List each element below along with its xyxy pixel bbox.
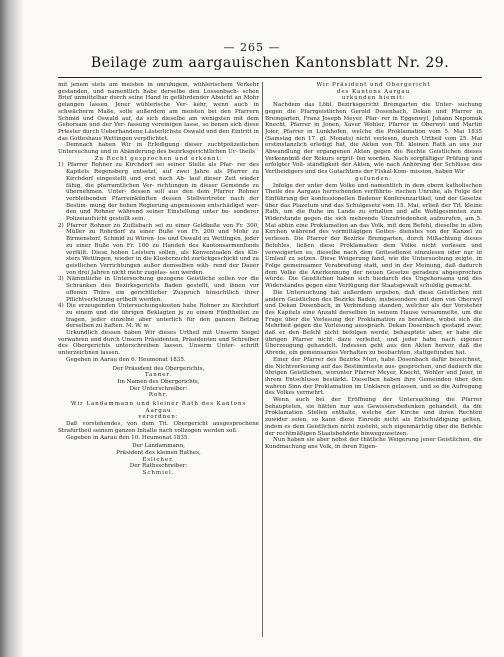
- court-heading: urkunden hiemit:: [341, 95, 406, 102]
- found-heading: gefunden:: [355, 175, 392, 182]
- verdict-item: 1) Pfarrer Rohner zu Kirchdorf sei seiner Stelle als Pfar- rer des Kapitels Regensberg entsetzt, auf zwei Jahre als Pfarrer zu Kirchdorf eingestellt und erst nach Ab- lauf dieser Zeit wieder fähig, die pfarramtlichen Ver- richtungen in dieser Gemeinde zu übernehmen. Unter- dessen soll aus den dem Pfarrer Rohner verbleibenden Pfarreinkünften dessen Stellvertreter nach der Bestim- mung der hohen Regierung angemessen entschädiget wer- den und Rohner während seiner Einstellung unter be- sonderer Polizeiaufsicht gestellt sein.: [58, 162, 259, 223]
- right-column: [265, 82, 482, 642]
- signature-line: Der Unterschreiber:: [129, 385, 188, 392]
- closing-paragraph: Urkundlich dessen haben Wir dieses Urtheil mit Unserm Siegel verwahren und durch Unsern Präsidenten, Präsidenten und Schreiber des Obergerichts unterschreiben lassen. Unserm Unter- schrift unterzeichnen lassen.: [58, 330, 259, 357]
- court-heading: Wir Präsident und Obergericht: [316, 82, 431, 88]
- date-line: Gegeben in Aarau den 6. Heumonat 1835.: [66, 356, 186, 363]
- header-rule: [58, 77, 482, 78]
- paragraph: Infolge der unter dem Volke und namentlich in dem obern katholischen Theile des Aargaus herrschenden verführte- rischen Unruhe, als Folge der Einführung der konfessionellen Badener Konferenzartikel, und der Gesetze über das Plazetum und das Schulgesetz vom 15. Mai, erließ der Tit. kleine Rath, um die Ruhe im Lande zu erhalten und alle Wohlgesinnten zum Widerstande gegen die sich mehrende Unzufriedenheit aufzurufen, am 5. Mai abhin eine Proklamation an das Volk, mit dem Befehl, dieselbe in allen Kirchen während des vormittägigen Gottes- dienstes von der Kanzel zu verlesen. Die Pfarrer der Bezirke Bremgarten, durch Mißachtung dieses Befehles, ließen diese Proklamation dem Volke nicht vorlesen und verweigerten es, dieselbe nach dem Gottesdienst einzulesen oder nur in Umlauf zu setzen. Diese Weigerung fand, wie die Untersuchung zeigte, in Folge gemeinsamer Verabredung statt, und in der Meinung, daß dadurch dem Volke die Anerkennung der neuen Gesetze geradezu abgesprochen würde. Die Geistlichen haben sich hiedurch des Ungehorsams und des Widerstandes gegen eine Verfügung der Staatsgewalt schuldig gemacht.: [265, 182, 482, 290]
- date-line: Gegeben in Aarau den 10. Heumonat 1835.: [66, 434, 190, 441]
- paragraph: Nachdem das Löbl. Bezirksgericht Bremgarten die Unter- suchung gegen die Pfarrgeistlichen Gerold Dosenbach, Dekan und Pfarrer in Bremgarten, Franz Joseph Meyer, Pfar- rer in Eggenwyl, Johann Nepomuk Knecht, Pfarrer in Jonen, Xaver Wohler, Pfarrer in Oberwyl und Martin Joier, Pfarrer in Lunkhofen, welche die Proklamation vom 5. Mai 1835 (Samstag den 17. gl. Monats) nicht verlesen, durch Urtheil vom 25. Mai erstinstanzlich erledigt hat, die Akten von Tit. kleinen Rath an uns zur Abwandlung der ergangenen Akten gegen die Rechte Geistlichen dieses Verkenntniß der Rekurs ergrif- fen worden. Nach sorgfältiger Prüfung und erfolgter Voll- ständigkeit der Akten, wie nach Anhörung der Schlüsse des Vertheidigers und des Gutachtens der Fiskal-Kom- mission, haben Wir: [265, 102, 482, 176]
- page-title: Beilage zum aargauischen Kantonsblatt Nr. 29.: [90, 55, 450, 71]
- paragraph: mit jenem stets am meisten in unruhigem, wühlerischem Verkehr gestanden, und namentlich habe derselbe den Lossenbach- schen Brief unmittelbar durch seine Hand in gefährdender Absicht an Mohr gelangen lassen. Jener wühlerische Ver- kehr, wenn auch in schwächerm Maße, solle außerdem am meisten bei den Pfarrern Schmid und Oswald auf, da sich dieselbe am wenigsten mit dem Gehorsam und der Ver- fassung vereinigen lasse, so benen sich diese Priester durch Ueberhandene Lästerlichste Oswald und den Eintritt in das Gotteshaus Wettingen verpflichtet.: [58, 82, 259, 142]
- council-subheading: verordnen:: [138, 414, 179, 421]
- signature-name: Tanner.: [144, 372, 173, 379]
- paragraph: Wenn auch bei der Eröffnung der Untersuchung die Pfarrer behaupteten, sie hätten nur aus Gewissensbedenken gehandelt, da die Proklamation Stellen enthalte, welche der Kirche und ihren Rechten zuwider seien, so kann diese Einrede nicht als Entschuldigung gelten, indem es dem Geistlichen nicht zusteht, sich eigenmächtig über die Befehle der rechtmäßigen Staatsbehörde hinwegzusetzen.: [265, 397, 482, 437]
- binding-shadow: [0, 0, 24, 657]
- paragraph: Einer der Pfarrer des Bezirks Muri, habe Dosenbach dafür bezeichnet, die Nichtverlesung auf das Bestimmteste aus- gesprochen, und dadurch die übrigen Geistlichen, worunter Pfarrer Meyer, Knecht, Wohler und Joier, in ihrem Entschlusse bestärkt. Dieselben haben ihre Gemeinden über den wahren Sinn der Proklamation im Unklaren gelassen, und so die Aufregung des Volkes vermehrt.: [265, 356, 482, 397]
- signature-name: Schmiel.: [142, 470, 175, 477]
- signature-line: Präsident des kleinen Rathes,: [116, 449, 201, 456]
- verdict-item: 4) Die erzeugenden Untersuchungskosten habe Rohner zu Kirchdorf zu einem und die übrigen Beklagten je zu einem Fünftheilen zu tragen, jeder einzelne aber unterlich für den ganzen Betrag derselben zu haften. M. W. w.: [58, 303, 259, 330]
- signature-line: Der Rathsschreiber:: [129, 463, 188, 470]
- left-column: [58, 82, 259, 642]
- verdict-item: 3) Nämmtliche in Untersuchung gezogene Geistliche sollen vor die Schranken des Bezirksgerichts Baden gestellt, und ihnen vor offenen Thüre ein gerichtlicher Zuspruch hinsichtlich ihrer Pflichtverletzung ertheilt werden.: [58, 276, 259, 303]
- verdict-item: 2) Pfarrer Rohner zu Zuilisbach sei zu einer Geldbuße von Fr. 300, Müller zu Rohrdorf zu einer Buße von Fr. 200 und Mohr zu Birmenstorf, Schmid zu Würen- los und Oswald zu Wettingen, jeder zu einer Buße von Fr. 100 zu Handen des Kantonsarmenfonds verfällt. Diese hohen Leistern sollen, als Konventualen des Klo- sters Wettingen, wieder in die Klosterzucht zurückgeschickt und zu geistlichen Verrichtungen außer demselben wäh- rend der Dauer von drei Jahren nicht mehr zugelas- sen werden.: [58, 222, 259, 276]
- court-heading: des Kantons Aargau: [336, 88, 411, 95]
- paragraph: Nun haben sie aber nebst der thätliche Weigerung jener Geistlichen, die Kundmachung ans Volk, in ihren Eigen-: [265, 437, 482, 450]
- verdict-heading: Zu Recht gesprochen und erkennt:: [94, 155, 223, 162]
- signature-line: Im Namen des Obergerichts,: [117, 378, 200, 385]
- paragraph: Die Untersuchung hat außerdem ergeben, daß diese Geistlichen mit andern Geistlichen des Bezirks Baden, insbesondere mit dem von Oberwyl und Dekan Dosenbach, in Verbindung standen, welcher als der Vorsteher des Kapitels eine Anzahl derselben in seinem Hause versammelte, um die Frage über die Vorlesung der Proklamation zu berathen, wobei sich die Mehrheit gegen die Vorlesung aussprach. Dekan Dosenbach gestand zwar, daß er den Befehl nicht befolgen werde, behauptete aber, er habe die übrigen Pfarrer nicht dazu verleitet, und jeder habe nach eigener Überzeugung gehandelt. Indessen geht aus den Akten hervor, daß die Abrede, ein gemeinsames Verhalten zu beobachten, stattgefunden hat.: [265, 289, 482, 357]
- column-divider: [262, 82, 263, 637]
- signature-name: Eslicher.: [142, 456, 175, 463]
- council-paragraph: Daß vorstehendes, von dem Tit. Obergericht ausgesprochene Strafurtheil seinem ganzen Inhalte nach vollzogen werden soll.: [58, 421, 259, 434]
- signature-line: Der Präsident des Obergerichts,: [112, 365, 205, 372]
- signature-line: Der Landammann,: [132, 443, 185, 450]
- council-heading: Wir Landammann und kleiner Rath des Kantons Aargau: [70, 401, 247, 414]
- paragraph: Demnach haben Wir in Erledigung dieser zuchtpolizeilichen Untersuchung und in Abänderung des bezirksgerichtlichen Ur- theils: [58, 142, 259, 156]
- page-number: — 265 —: [223, 41, 281, 54]
- signature-name: Rohr.: [148, 392, 169, 399]
